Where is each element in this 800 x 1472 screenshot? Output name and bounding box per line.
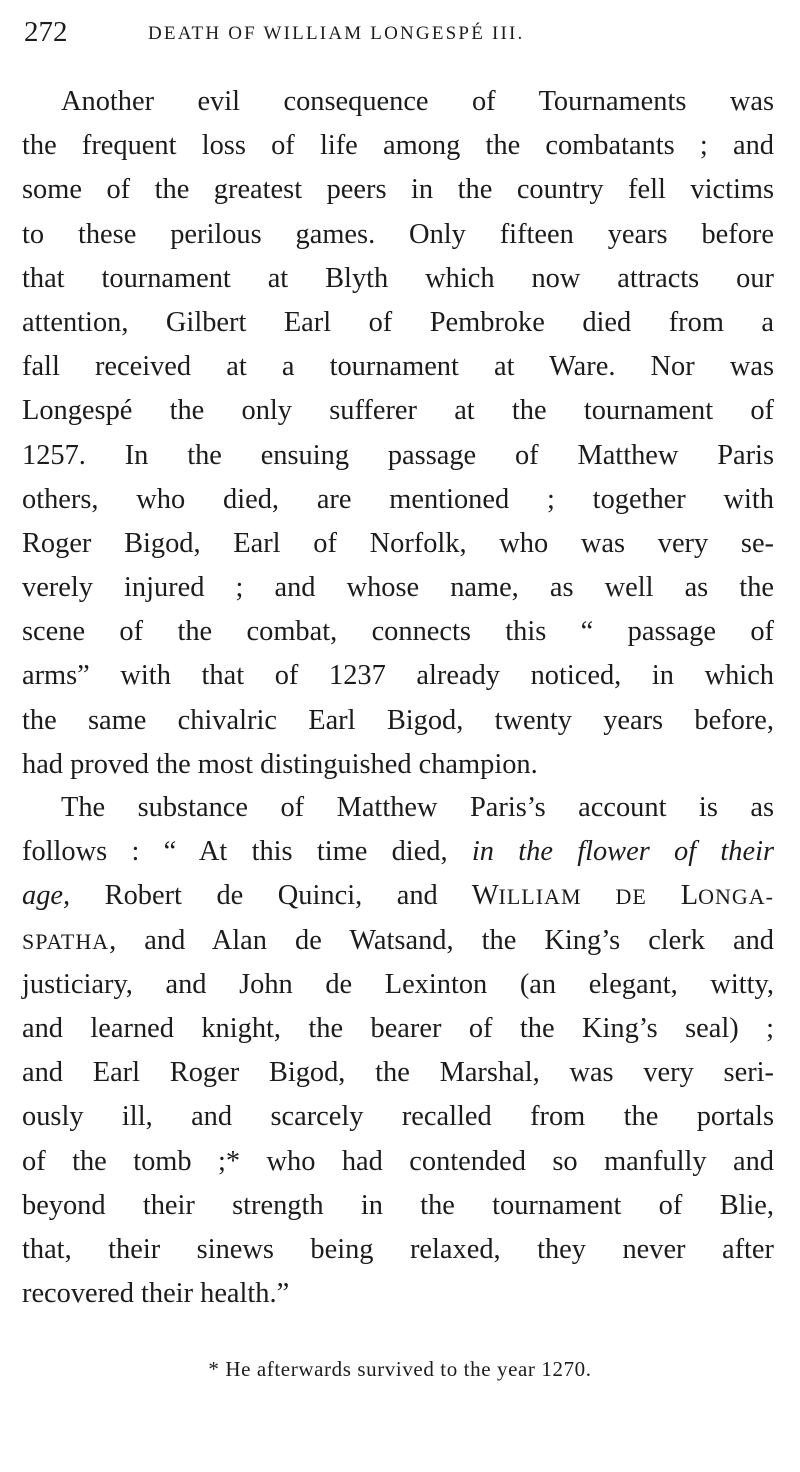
paragraph-tournament-losses — [22, 80, 774, 787]
text-line: justiciary, and John de Lexinton (an elegant, witty, — [22, 968, 774, 1000]
text-line: the frequent loss of life among the combatants ; and — [22, 130, 774, 162]
text-line: Roger Bigod, Earl of Norfolk, who was very se- — [22, 527, 774, 559]
text-line: and Earl Roger Bigod, the Marshal, was very seri- — [22, 1057, 774, 1089]
text-line: attention, Gilbert Earl of Pembroke died from a — [22, 306, 774, 338]
text-run: follows : “ At this time died, — [22, 836, 472, 868]
text-line: others, who died, are mentioned ; together with — [22, 483, 774, 515]
small-caps-initial: L — [680, 880, 699, 912]
text-line: ously ill, and scarcely recalled from the portals — [22, 1101, 774, 1133]
small-caps-text: ILLIAM DE — [498, 884, 681, 910]
text-line — [22, 830, 774, 874]
text-line: some of the greatest peers in the country fell victims — [22, 174, 774, 206]
text-line: recovered their health.” — [22, 1278, 290, 1310]
page-header — [24, 14, 784, 54]
text-line: had proved the most distinguished champion. — [22, 748, 538, 780]
text-line: and learned knight, the bearer of the King’s seal) ; — [22, 1012, 774, 1044]
small-caps-text: ONGA- — [698, 884, 774, 910]
text-line: beyond their strength in the tournament of Blie, — [22, 1189, 774, 1221]
text-line: that, their sinews being relaxed, they never after — [22, 1233, 774, 1265]
running-head: DEATH OF WILLIAM LONGESPÉ III. — [148, 23, 525, 44]
small-caps-initial: W — [471, 880, 499, 912]
text-line: that tournament at Blyth which now attracts our — [22, 262, 774, 294]
text-line: The substance of Matthew Paris’s account is as — [61, 792, 774, 823]
text-line: scene of the combat, connects this “ passage of — [22, 616, 774, 648]
page-number: 272 — [24, 16, 68, 48]
text-line — [22, 919, 774, 963]
text-line: fall received at a tournament at Ware. Nor was — [22, 351, 774, 383]
text-line: Longespé the only sufferer at the tournament of — [22, 395, 774, 427]
text-line: of the tomb ;* who had contended so manfully and — [22, 1145, 774, 1177]
italic-text: in the flower of their — [471, 836, 775, 868]
text-line: verely injured ; and whose name, as well as the — [22, 572, 774, 604]
italic-text: age, — [22, 880, 71, 912]
text-line: the same chivalric Earl Bigod, twenty years before, — [22, 704, 774, 736]
text-run: , and Alan de Watsand, the King’s clerk and — [109, 924, 774, 956]
text-run: Robert de Quinci, and — [70, 880, 472, 912]
paragraph-matthew-paris-account — [22, 786, 774, 1316]
text-line: to these perilous games. Only fifteen years before — [22, 218, 774, 250]
text-line: arms” with that of 1237 already noticed, in which — [22, 660, 774, 692]
footnote: * He afterwards survived to the year 1270. — [208, 1357, 592, 1381]
small-caps-text: SPATHA — [22, 928, 110, 954]
text-line: Another evil consequence of Tournaments was — [61, 86, 774, 117]
text-line: 1257. In the ensuing passage of Matthew Paris — [22, 439, 774, 471]
text-line — [22, 874, 774, 918]
